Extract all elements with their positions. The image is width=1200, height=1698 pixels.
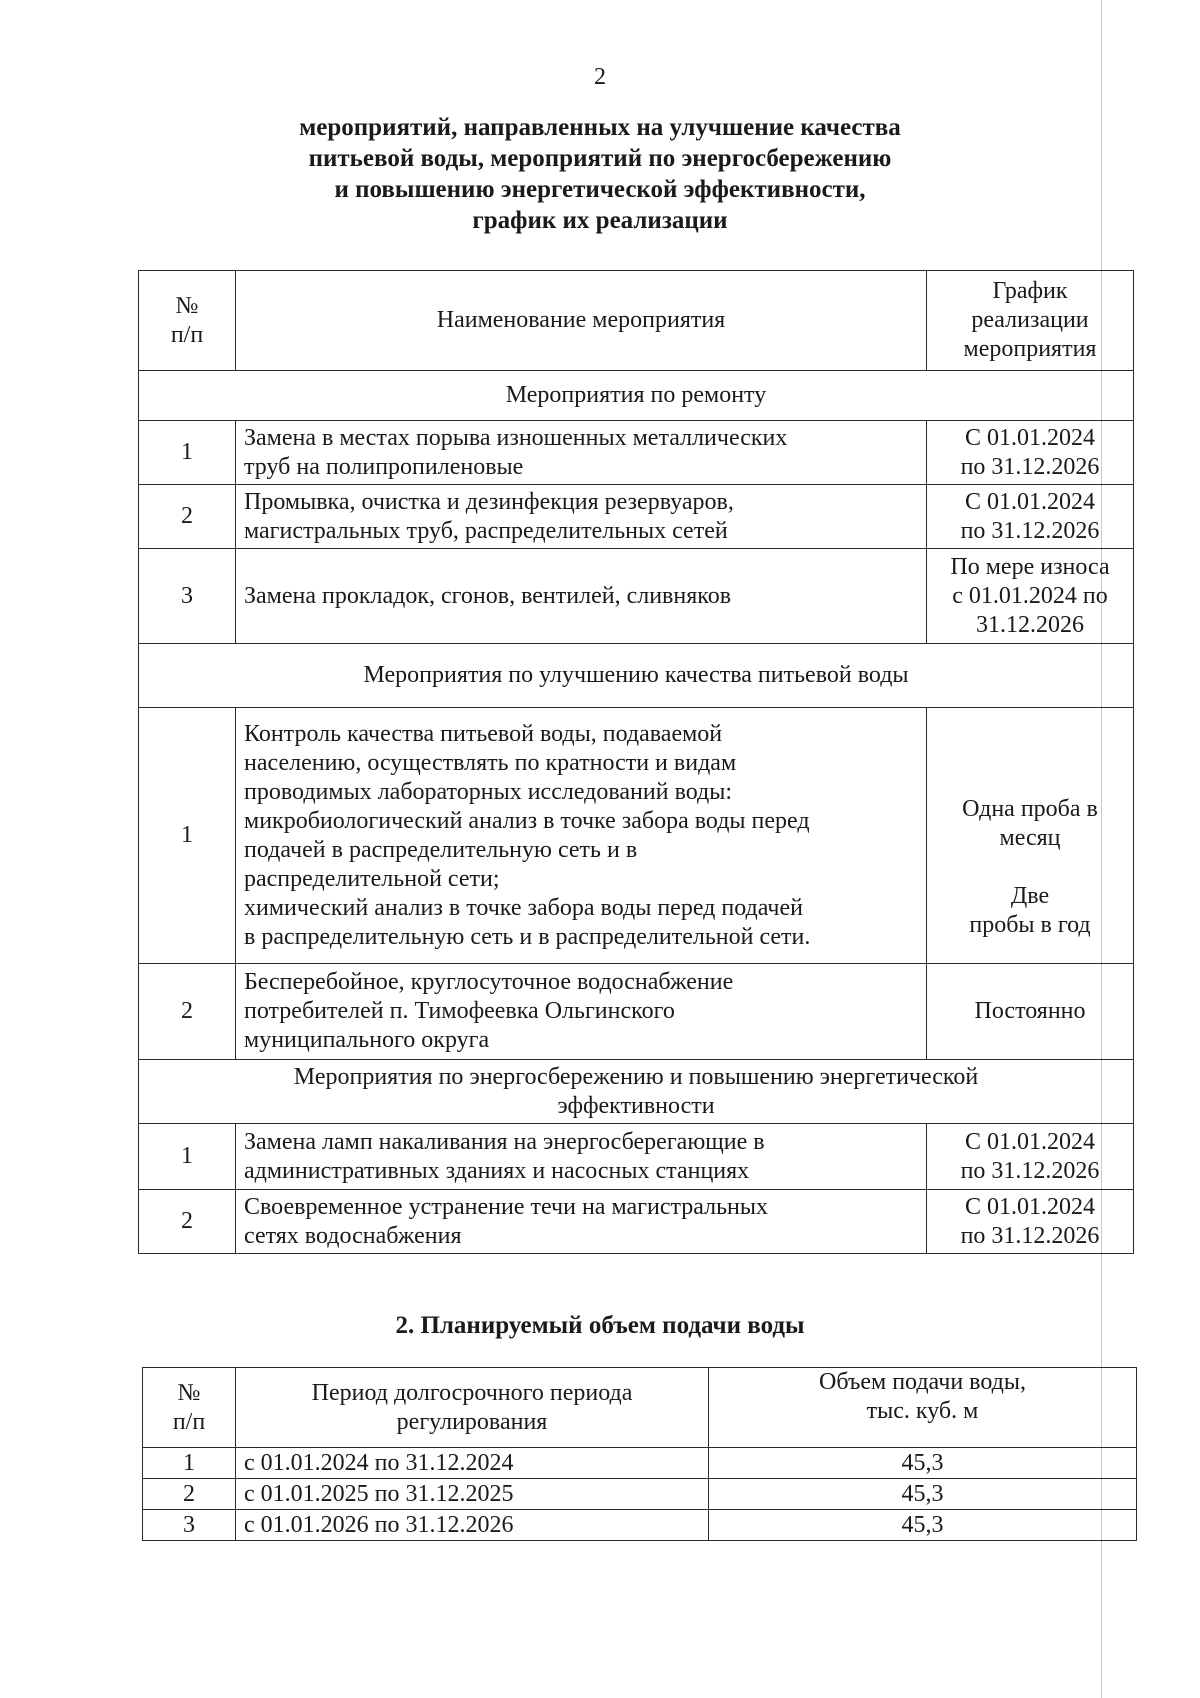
row-schedule [927,549,1134,644]
row-name-line: химический анализ в точке забора воды перед подачей [244,894,803,921]
row-schedule-line: 31.12.2026 [976,611,1084,638]
row-num: 1 [143,1448,236,1479]
volume-table [142,1367,1137,1541]
header-schedule-line: График [992,278,1068,304]
row-schedule-line: по 31.12.2026 [960,1222,1100,1249]
row-schedule [927,421,1134,485]
header-num [143,1368,236,1448]
row-schedule-line: по 31.12.2026 [960,517,1100,544]
header-num [139,271,236,371]
table-row [139,1124,1134,1190]
title-line: питьевой воды, мероприятий по энергосбережению [308,145,892,172]
row-period: с 01.01.2026 по 31.12.2026 [236,1510,709,1541]
row-name [236,421,927,485]
row-schedule-line: С 01.01.2024 [964,424,1095,451]
table-header-row [143,1368,1137,1448]
row-schedule-line [935,737,1125,766]
row-schedule-line [935,853,1125,882]
header-period-line: регулирования [396,1408,548,1435]
row-schedule-line: По мере износа [950,553,1110,580]
header-name: Наименование мероприятия [236,271,927,371]
section-title: Мероприятия по ремонту [139,371,1134,421]
header-volume-line: Объем подачи воды, [819,1369,1026,1395]
row-name-line: подачей в распределительную сеть и в [244,836,638,863]
row-schedule-line: месяц [999,825,1061,851]
row-schedule-line: Одна проба в [962,796,1098,822]
row-schedule-line: по 31.12.2026 [960,453,1100,480]
row-schedule [927,485,1134,549]
row-name [236,1124,927,1190]
row-schedule [927,1190,1134,1254]
row-name-line: административных зданиях и насосных станциях [244,1157,750,1184]
row-name-line: микробиологический анализ в точке забора воды перед [244,807,810,834]
row-num: 2 [143,1479,236,1510]
row-name-line: Контроль качества питьевой воды, подаваемой [244,720,723,747]
row-schedule [927,708,1134,964]
row-name-line: Замена в местах порыва изношенных металлических [244,424,788,451]
row-name-line: сетях водоснабжения [244,1222,462,1249]
table-row [143,1479,1137,1510]
row-schedule-line: Постоянно [974,998,1086,1024]
row-name-line: потребителей п. Тимофеевка Ольгинского [244,998,675,1024]
row-num: 3 [139,549,236,644]
row-num: 2 [139,485,236,549]
section-row [139,1060,1134,1124]
row-name-line: муниципального округа [244,1027,490,1053]
row-name [236,1190,927,1254]
table-row [143,1448,1137,1479]
row-name-line: Своевременное устранение течи на магистральных [244,1193,769,1220]
header-num-line: п/п [170,321,204,348]
header-num-line: № [177,1379,201,1406]
row-schedule [927,964,1134,1060]
row-name-line: Промывка, очистка и дезинфекция резервуаров, [244,488,734,515]
section-title [139,1060,1134,1124]
row-name-line: труб на полипропиленовые [244,453,524,480]
row-schedule-line: пробы в год [969,912,1091,938]
header-schedule [927,271,1134,371]
row-name [236,964,927,1060]
header-num-line: п/п [172,1408,206,1435]
row-period: с 01.01.2025 по 31.12.2025 [236,1479,709,1510]
row-name-line: распределительной сети; [244,865,500,892]
header-schedule-line: мероприятия [963,336,1097,362]
section-title-line: эффективности [557,1092,715,1119]
row-num: 1 [139,421,236,485]
measures-table [138,270,1134,1254]
row-volume: 45,3 [709,1510,1137,1541]
row-schedule-line: С 01.01.2024 [964,1128,1095,1155]
table-header-row [139,271,1134,371]
row-schedule-line: с 01.01.2024 по [952,582,1108,609]
row-schedule-line: С 01.01.2024 [964,1193,1095,1220]
header-period-line: Период долгосрочного периода [311,1379,633,1406]
header-schedule-line: реализации [971,307,1089,333]
row-schedule [927,1124,1134,1190]
row-num: 2 [139,964,236,1060]
row-period: с 01.01.2024 по 31.12.2024 [236,1448,709,1479]
row-schedule-line: Две [1010,883,1050,909]
document-title [200,112,1000,236]
header-period [236,1368,709,1448]
row-schedule-line [935,708,1125,737]
row-name [236,708,927,964]
title-line: мероприятий, направленных на улучшение качества [299,114,901,141]
row-num: 1 [139,1124,236,1190]
volume-section-title: 2. Планируемый объем подачи воды [395,1312,805,1339]
table-row [139,1190,1134,1254]
section-row [139,371,1134,421]
table-row [139,549,1134,644]
row-volume: 45,3 [709,1479,1137,1510]
table-row [143,1510,1137,1541]
section-row [139,644,1134,708]
row-schedule-line: С 01.01.2024 [964,488,1095,515]
row-name-line: Замена ламп накаливания на энергосберегающие в [244,1128,765,1155]
section-title-line: Мероприятия по энергосбережению и повышению энергетической [293,1063,979,1090]
page-number: 2 [594,64,606,90]
row-name [236,549,927,644]
row-name-line: Бесперебойное, круглосуточное водоснабжение [244,969,734,995]
table-row [139,964,1134,1060]
section-title: Мероприятия по улучшению качества питьевой воды [139,644,1134,708]
row-num: 3 [143,1510,236,1541]
row-name [236,485,927,549]
table-row [139,485,1134,549]
row-num: 2 [139,1190,236,1254]
row-name-line: Замена прокладок, сгонов, вентилей, сливняков [244,582,732,609]
header-num-line: № [175,292,199,319]
row-name-line: проводимых лабораторных исследований воды: [244,778,733,805]
table-row [139,421,1134,485]
row-num: 1 [139,708,236,964]
header-volume-line: тыс. куб. м [866,1398,979,1424]
row-name-line: населению, осуществлять по кратности и видам [244,749,737,776]
row-schedule-line: по 31.12.2026 [960,1157,1100,1184]
row-volume: 45,3 [709,1448,1137,1479]
row-name-line: магистральных труб, распределительных сетей [244,517,728,544]
table-row [139,708,1134,964]
row-name-line: в распределительную сеть и в распределительной сети. [244,923,811,950]
title-line: график их реализации [472,207,728,234]
header-volume [709,1368,1137,1448]
title-line: и повышению энергетической эффективности, [334,176,866,203]
row-schedule-line [935,766,1125,795]
